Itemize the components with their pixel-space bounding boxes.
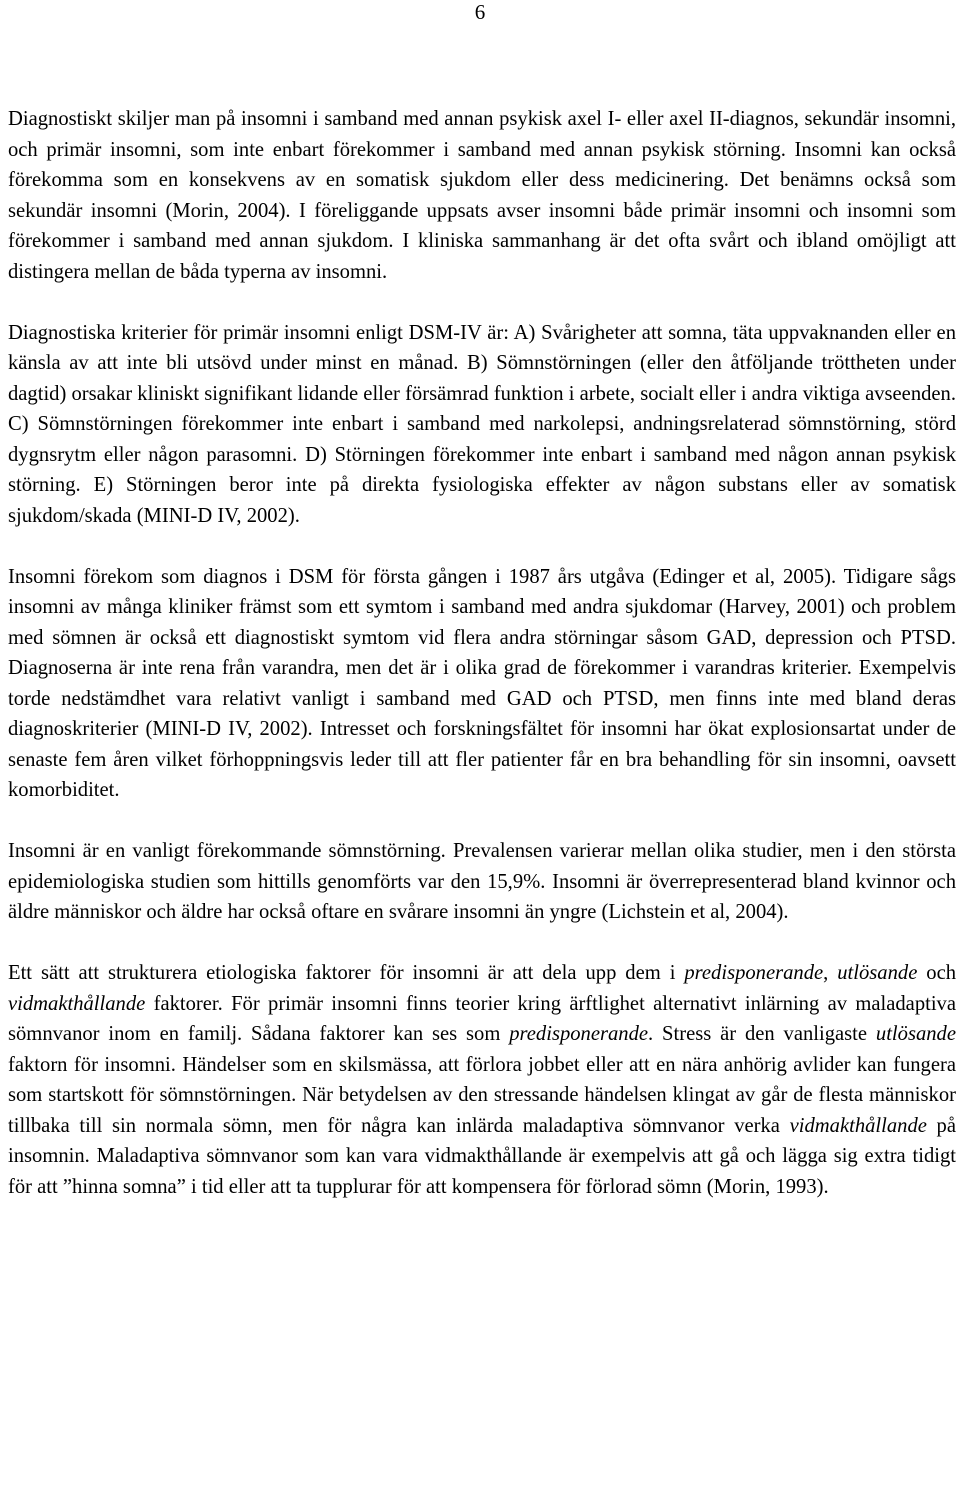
etiology-text: på insomnin. Maladaptiva sömnvanor som kan vara vidmakthållande är exempelvis att gå och lägga sig extra tidigt för att ”hinna somna” i tid eller att ta tupplurar för att kompensera för förlorad sömn (Morin, 1993). [8,1114,956,1198]
term-vidmakthallande: vidmakthållande [789,1114,927,1137]
paragraph-prevalence: Insomni är en vanligt förekommande sömnstörning. Prevalensen varierar mellan olika studier, men i den största epidemiologiska studien som hittills genomförts var den 15,9%. Insomni är överrepresenterad bland kvinnor och äldre människor och äldre har också oftare en svårare insomni än yngre (Lichstein et al, 2004). [8,840,956,923]
term-utlosande: utlösande [837,962,918,984]
etiology-text: . Stress är den vanligaste [648,1023,876,1045]
page-number: 6 [474,0,486,24]
paragraph-dsm-criteria: Diagnostiska kriterier för primär insomni enligt DSM-IV är: A) Svårigheter att somna, täta uppvaknanden eller en känsla av att inte bli utsövd under minst en månad. B) Sömnstörningen (eller den åtföljande tröttheten under dagtid) orsakar kliniskt signifikant lidande eller försämrad funktion i arbete, socialt eller i andra viktiga avseenden. C) Sömnstörningen förekommer inte enbart i samband med narkolepsi, andningsrelaterad sömnstörning, störd dygnsrytm eller någon parasomni. D) Störningen förekommer inte enbart i samband med någon annan psykisk störning. E) Störningen beror inte på direkta fysiologiska effekter av någon substans eller av somatisk sjukdom/skada (MINI-D IV, 2002). [8,321,956,527]
paragraph-history: Insomni förekom som diagnos i DSM för första gången i 1987 års utgåva (Edinger et al, 2005). Tidigare sågs insomni av många kliniker främst som ett symtom i samband med andra sjukdomar (Harvey, 2001) och problem med sömnen är också ett diagnostiskt symtom vid flera andra störningar såsom GAD, depression och PTSD. Diagnoserna är inte rena från varandra, men det är i olika grad de förekommer i varandras kriterier. Exempelvis torde nedstämdhet vara relativt vanligt i samband med GAD och PTSD, men finns inte med bland deras diagnoskriterier (MINI-D IV, 2002). Intresset och forskningsfältet för insomni har ökat explosionsartat under de senaste fem åren vilket förhoppningsvis leder till att fler patienter får en bra behandling för sin insomni, oavsett komorbiditet. [8,565,956,801]
etiology-text: och [917,962,957,984]
term-utlosande: utlösande [875,1023,956,1045]
etiology-text: , [823,962,838,984]
document-body [8,104,956,1202]
term-vidmakthallande: vidmakthållande [8,992,146,1015]
etiology-text: Ett sätt att strukturera etiologiska faktorer för insomni är att dela upp dem i [8,962,685,984]
etiology-text: faktorn för insomni. Händelser som en skilsmässa, att förlora jobbet eller att en nära anhörig avlider kan fungera som startskott för sömnstörningen. När betydelsen av den stressande händelsen klingat av går de flesta människor tillbaka till sin normala sömn, men för några kan inlärda maladaptiva sömnvanor verka [8,1053,956,1137]
paragraph-diagnosis-types: Diagnostiskt skiljer man på insomni i samband med annan psykisk axel I- eller axel II-diagnos, sekundär insomni, och primär insomni, som inte enbart förekommer i samband med annan psykisk störning. Insomni kan också förekomma som en konsekvens av en somatisk sjukdom eller dess medicinering. Det benämns också som sekundär insomni (Morin, 2004). I föreliggande uppsats avser insomni både primär insomni och insomni som förekommer i samband med annan sjukdom. I kliniska sammanhang är det ofta svårt och ibland omöjligt att distingera mellan de båda typerna av insomni. [8,108,956,283]
term-predisponerande: predisponerande [684,962,824,984]
term-predisponerande: predisponerande [509,1023,649,1045]
etiology-text: faktorer. För primär insomni finns teorier kring ärftlighet alternativt inlärning av maladaptiva sömnvanor inom en familj. Sådana faktorer kan ses som [8,992,956,1045]
paragraph-etiology [8,958,956,1202]
